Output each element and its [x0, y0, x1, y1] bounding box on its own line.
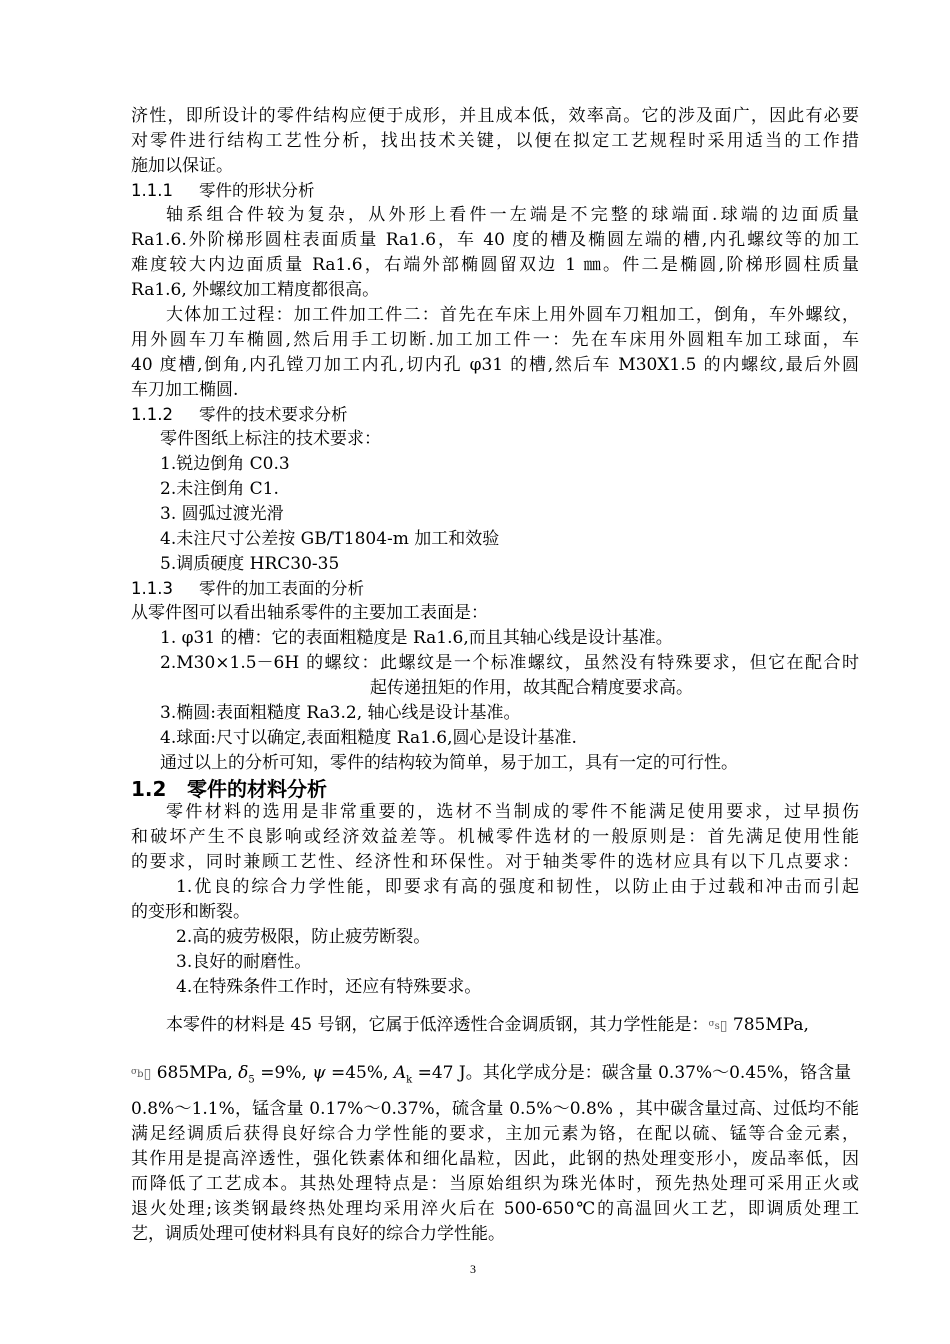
psi-symbol: ψ: [312, 1063, 326, 1083]
requirement-item: 1.优良的综合力学性能，即要求有高的强度和韧性，以防止由于过载和冲击而引起: [176, 877, 859, 897]
steel-line-2: [131, 1060, 859, 1092]
steel-line-1: [166, 1012, 859, 1039]
psi-value: =45%,: [330, 1063, 389, 1083]
section-heading-1-1-1: [131, 178, 315, 203]
intro-line-3: 施加以保证。: [131, 156, 233, 176]
section-title: 零件的材料分析: [187, 777, 327, 801]
process-line-4: 车刀加工椭圆.: [131, 380, 239, 400]
section-number: 1.2: [131, 777, 167, 801]
section-heading-1-1-2: [131, 402, 348, 427]
sigma-b-symbol: σb: [131, 1067, 144, 1080]
sigma-s-symbol: σs: [708, 1019, 720, 1032]
surface-item-continuation: 起传递扭矩的作用，故其配合精度要求高。: [370, 678, 693, 698]
shape-line-2: Ra1.6.外阶梯形圆柱表面质量 Ra1.6，车 40 度的槽及椭圆左端的槽,内孔螺纹等的加工: [131, 230, 859, 250]
surface-conclusion: 通过以上的分析可知，零件的结构较为简单，易于加工，具有一定的可行性。: [160, 753, 738, 773]
section-number: 1.1.1: [131, 181, 173, 200]
steel-intro-text: 本零件的材料是 45 号钢，它属于低淬透性合金调质钢，其力学性能是：: [166, 1015, 709, 1035]
ak-value: =47: [417, 1063, 454, 1083]
sigma-b-value: 685MPa,: [156, 1063, 233, 1083]
section-number: 1.1.3: [131, 579, 173, 598]
surface-item: 1. φ31 的槽：它的表面粗糙度是 Ra1.6,而且其轴心线是设计基准。: [160, 628, 673, 648]
material-line-1: 零件材料的选用是非常重要的，选材不当制成的零件不能满足使用要求，过早损伤: [166, 802, 859, 822]
delta-value: =9%,: [260, 1063, 307, 1083]
intro-line-2: 对零件进行结构工艺性分析，找出技术关键，以便在拟定工艺规程时采用适当的工作措: [131, 131, 859, 151]
section-title: 零件的技术要求分析: [199, 405, 348, 424]
requirement-item: 3.良好的耐磨性。: [176, 952, 312, 972]
steel-line-3: 0.8%～1.1%，锰含量 0.17%～0.37%，硫含量 0.5%～0.8% ，其中碳含量过高、过低均不能: [131, 1099, 859, 1119]
requirement-item-continuation: 的变形和断裂。: [131, 902, 250, 922]
surface-item: 2.M30×1.5－6H 的螺纹：此螺纹是一个标准螺纹，虽然没有特殊要求，但它在配合时: [160, 653, 859, 673]
tech-item: 2.未注倒角 C1.: [160, 479, 279, 499]
intro-line-1: 济性，即所设计的零件结构应便于成形，并且成本低，效率高。它的涉及面广，因此有必要: [131, 106, 859, 126]
section-title: 零件的形状分析: [199, 181, 315, 200]
delta-symbol: δ: [238, 1063, 249, 1083]
section-heading-1-2: [131, 775, 327, 803]
requirement-item: 2.高的疲劳极限，防止疲劳断裂。: [176, 927, 431, 947]
material-line-2: 和破坏产生不良影响或经济效益差等。机械零件选材的一般原则是：首先满足使用性能: [131, 827, 859, 847]
tech-item: 3. 圆弧过渡光滑: [160, 504, 284, 524]
sigma-s-value: 785MPa,: [732, 1015, 809, 1035]
requirement-item: 4.在特殊条件工作时，还应有特殊要求。: [176, 977, 482, 997]
process-line-2: 用外圆车刀车椭圆,然后用手工切断.加工加工件一：先在车床用外圆粗车加工球面，车: [131, 330, 859, 350]
section-number: 1.1.2: [131, 405, 173, 424]
material-line-3: 的要求，同时兼顾工艺性、经济性和环保性。对于轴类零件的选材应具有以下几点要求：: [131, 852, 859, 872]
shape-line-4: Ra1.6, 外螺纹加工精度都很高。: [131, 280, 380, 300]
section-heading-1-1-3: [131, 576, 364, 601]
tech-item: 4.未注尺寸公差按 GB/T1804-m 加工和效验: [160, 529, 500, 549]
tech-intro: 零件图纸上标注的技术要求：: [160, 429, 381, 449]
chem-composition-text: 其化学成分是：碳含量 0.37%～0.45%，铬含量: [482, 1063, 852, 1083]
shape-line-1: 轴系组合件较为复杂，从外形上看件一左端是不完整的球端面.球端的边面质量: [166, 205, 859, 225]
surface-item: 4.球面:尺寸以确定,表面粗糙度 Ra1.6,圆心是设计基准.: [160, 728, 577, 748]
tech-item: 1.锐边倒角 C0.3: [160, 454, 290, 474]
missing-glyph-icon: ▯: [719, 1018, 728, 1034]
ak-subscript: k: [406, 1074, 413, 1086]
delta-subscript: 5: [248, 1074, 255, 1086]
steel-line-4: 满足经调质后获得良好综合力学性能的要求，主加元素为铬，在配以硫、锰等合金元素，: [131, 1124, 859, 1144]
tech-item: 5.调质硬度 HRC30-35: [160, 554, 340, 574]
ak-unit: J。: [458, 1063, 483, 1083]
section-title: 零件的加工表面的分析: [199, 579, 364, 598]
missing-glyph-icon: ▯: [143, 1066, 152, 1082]
surface-item: 3.椭圆:表面粗糙度 Ra3.2, 轴心线是设计基准。: [160, 703, 521, 723]
steel-line-6: 而降低了工艺成本。其热处理特点是：当原始组织为珠光体时，预先热处理可采用正火或: [131, 1174, 859, 1194]
steel-line-8: 艺，调质处理可使材料具有良好的综合力学性能。: [131, 1224, 505, 1244]
ak-symbol: A: [393, 1063, 407, 1083]
steel-line-5: 其作用是提高淬透性，强化铁素体和细化晶粒，因此，此钢的热处理变形小，废品率低，因: [131, 1149, 859, 1169]
surface-intro: 从零件图可以看出轴系零件的主要加工表面是：: [131, 603, 488, 623]
process-line-1: 大体加工过程：加工件加工件二：首先在车床上用外圆车刀粗加工，倒角，车外螺纹，: [166, 305, 859, 325]
process-line-3: 40 度槽,倒角,内孔镗刀加工内孔,切内孔 φ31 的槽,然后车 M30X1.5 的内螺纹,最后外圆: [131, 355, 859, 375]
shape-line-3: 难度较大内边面质量 Ra1.6，右端外部椭圆留双边 1 ㎜。件二是椭圆,阶梯形圆柱质量: [131, 255, 859, 275]
page-number: 3: [470, 1262, 476, 1276]
steel-line-7: 退火处理;该类钢最终热处理均采用淬火后在 500-650℃的高温回火工艺，即调质处理工: [131, 1199, 859, 1219]
